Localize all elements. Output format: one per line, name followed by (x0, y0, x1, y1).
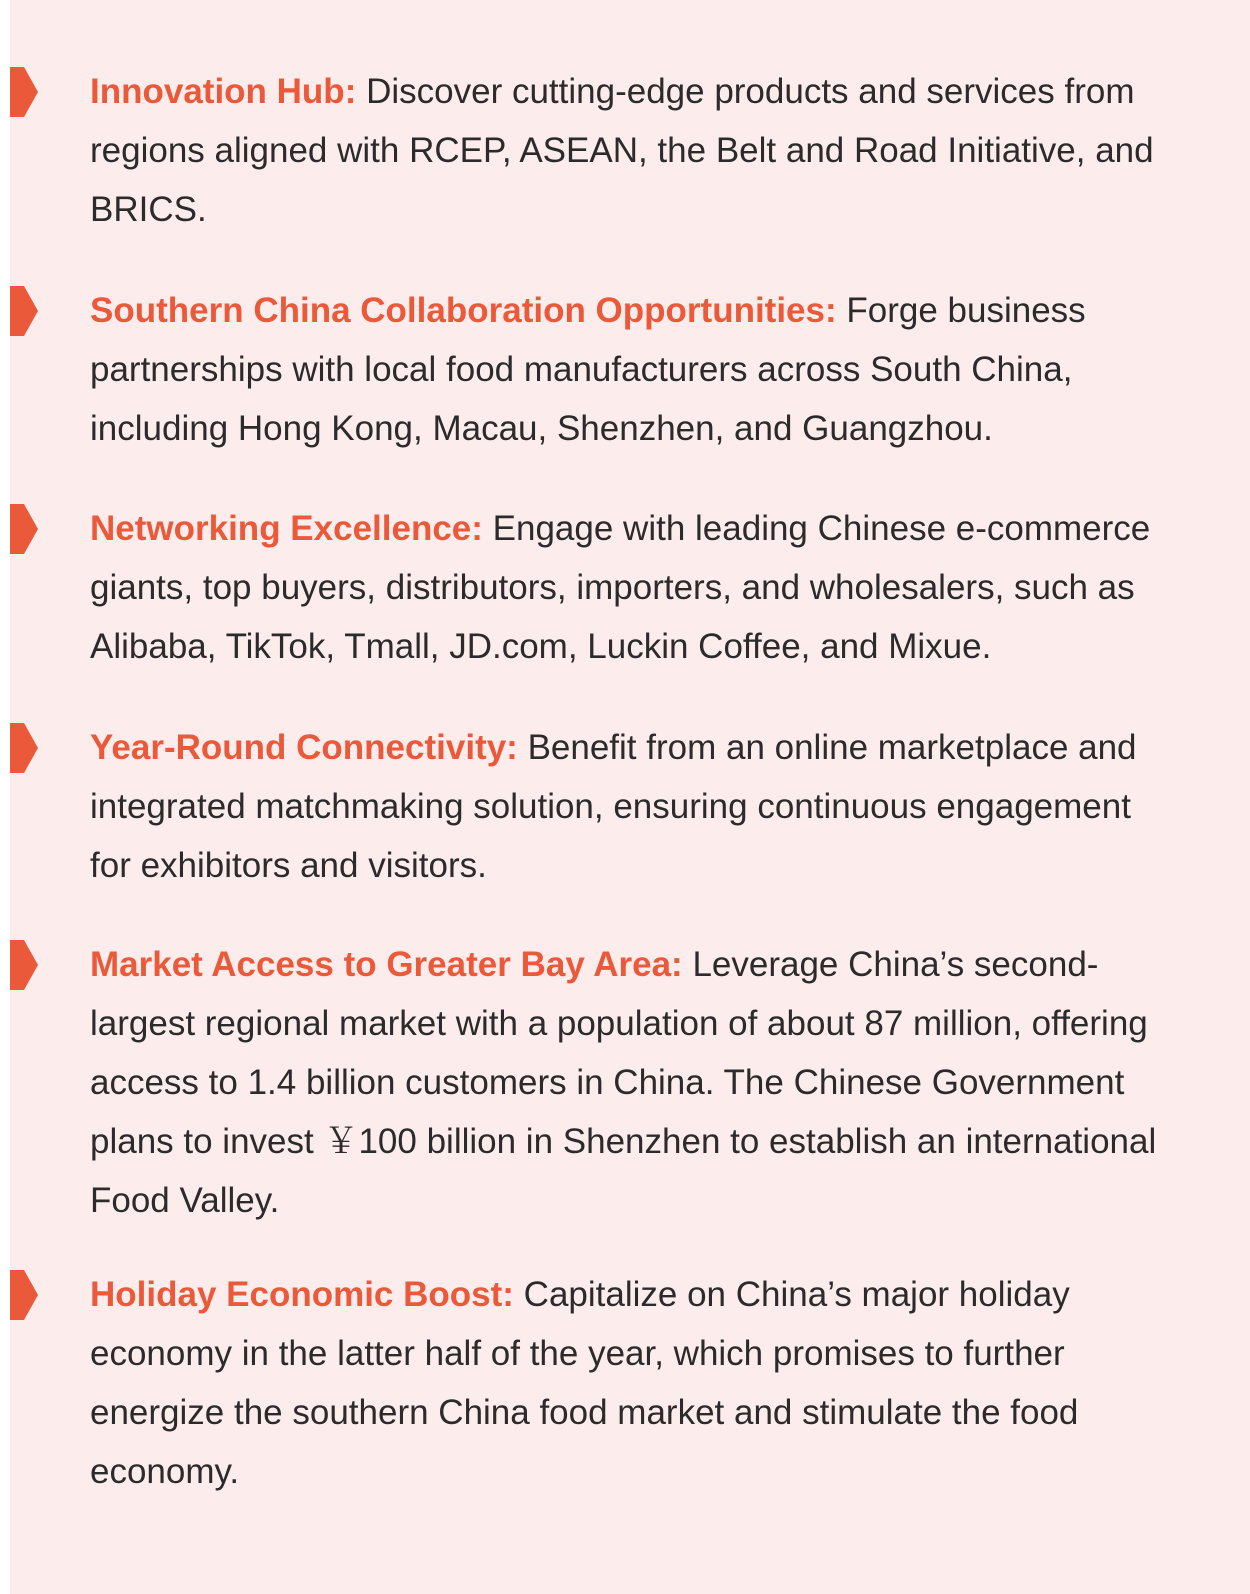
item-body: Discover cutting-edge products and services from regions aligned with RCEP, ASEAN, the Belt and Road Initiative, and BRICS. (90, 72, 1154, 229)
item-heading: Year-Round Connectivity: (90, 728, 518, 767)
list-item-text (90, 1265, 1165, 1501)
item-heading: Holiday Economic Boost: (90, 1275, 514, 1314)
item-body: Leverage China’s second-largest regional market with a population of about 87 million, offering access to 1.4 billion customers in China. The Chinese Government plans to invest ￥100 billion in Shenzhen to establish an international Food Valley. (90, 945, 1157, 1220)
list-item-text (90, 935, 1165, 1230)
content-panel (10, 0, 1250, 1594)
item-body: Benefit from an online marketplace and integrated matchmaking solution, ensuring continuous engagement for exhibitors and visitors. (90, 728, 1137, 885)
item-body: Capitalize on China’s major holiday economy in the latter half of the year, which promises to further energize the southern China food market and stimulate the food economy. (90, 1275, 1079, 1491)
item-heading: Innovation Hub: (90, 72, 357, 111)
list-item-text (90, 718, 1165, 895)
list-item-text (90, 281, 1165, 458)
item-heading: Market Access to Greater Bay Area: (90, 945, 683, 984)
item-body: Forge business partnerships with local food manufacturers across South China, including Hong Kong, Macau, Shenzhen, and Guangzhou. (90, 291, 1086, 448)
chevron-right-icon (10, 281, 50, 341)
chevron-right-icon (10, 499, 50, 559)
list-item-text (90, 62, 1165, 239)
chevron-right-icon (10, 62, 50, 122)
item-heading: Southern China Collaboration Opportunities: (90, 291, 837, 330)
chevron-right-icon (10, 935, 50, 995)
item-heading: Networking Excellence: (90, 509, 483, 548)
chevron-right-icon (10, 1265, 50, 1325)
item-body: Engage with leading Chinese e-commerce giants, top buyers, distributors, importers, and wholesalers, such as Alibaba, TikTok, Tmall, JD.com, Luckin Coffee, and Mixue. (90, 509, 1151, 666)
chevron-right-icon (10, 718, 50, 778)
list-item-text (90, 499, 1165, 676)
